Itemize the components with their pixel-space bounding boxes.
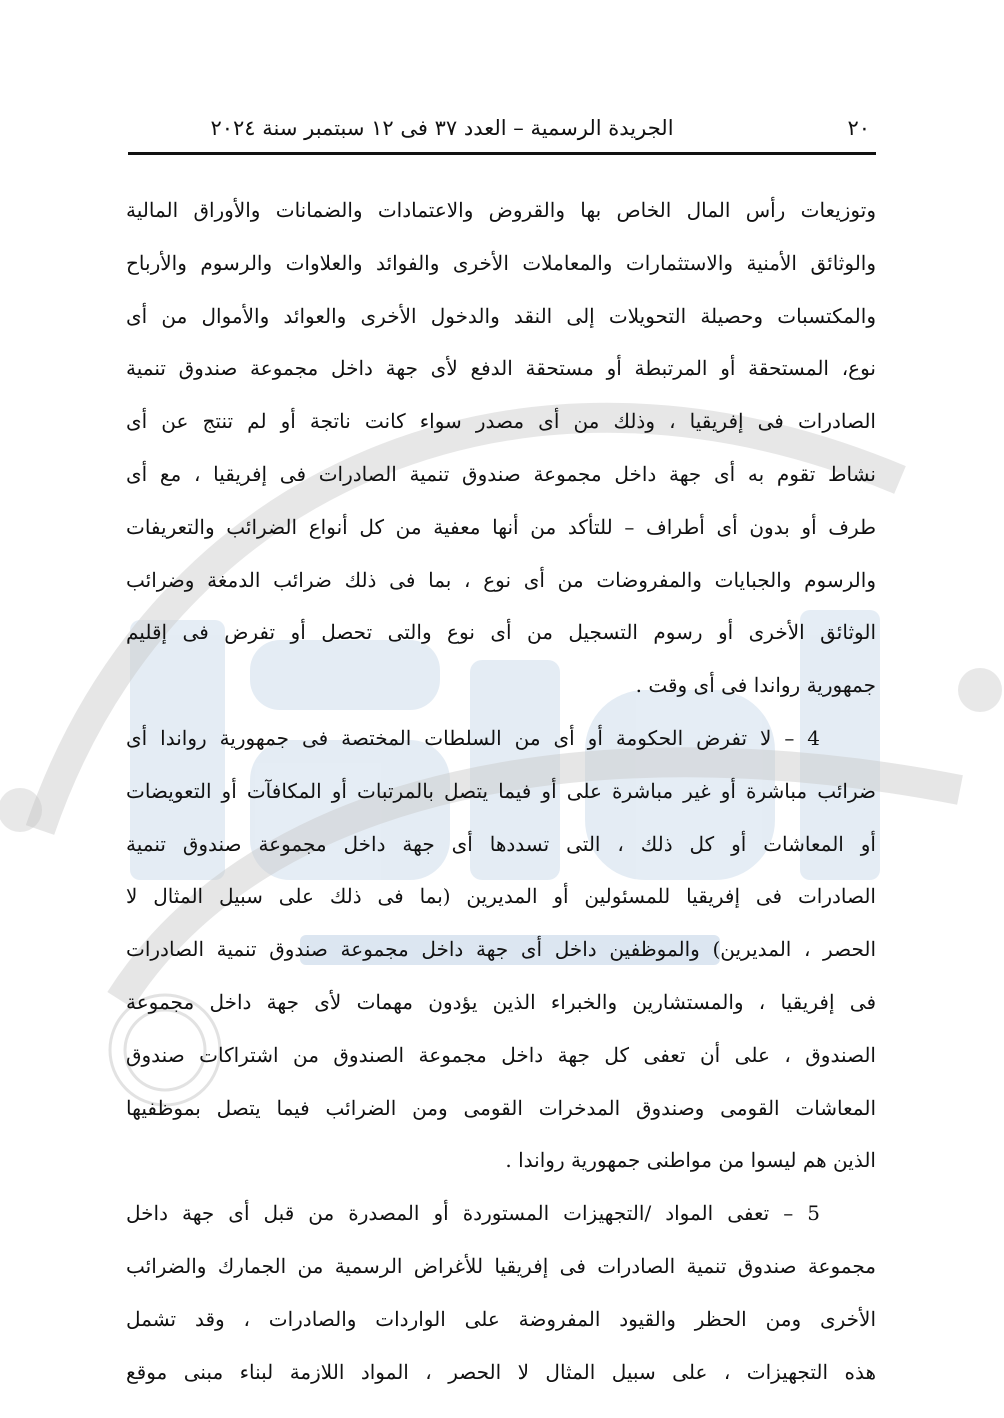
text-line: مجموعة صندوق تنمية الصادرات فى إفريقيا للأغراض الرسمية من الجمارك والضرائب bbox=[126, 1253, 876, 1278]
text-line: الصادرات فى إفريقيا ، وذلك من أى مصدر سواء كانت ناتجة أو لم تنتج عن أى bbox=[126, 409, 876, 434]
text-line: نشاط تقوم به أى جهة داخل مجموعة صندوق تنمية الصادرات فى إفريقيا ، مع أى bbox=[126, 461, 876, 486]
text-line: الذين هم ليسوا من مواطنى جمهورية رواندا . bbox=[505, 1148, 876, 1173]
paragraph-4-start: 4 – لا تفرض الحكومة أو أى من السلطات المختصة فى جمهورية رواندا أى bbox=[126, 725, 820, 750]
text-line: الأخرى ومن الحظر والقيود المفروضة على الواردات والصادرات ، وقد تشمل bbox=[126, 1306, 876, 1331]
page-number: ٢٠ bbox=[847, 116, 870, 140]
text-line: هذه التجهيزات ، على سبيل المثال لا الحصر ، المواد اللازمة لبناء مبنى موقع bbox=[126, 1359, 876, 1384]
text-line: الصندوق ، على أن تعفى كل جهة داخل مجموعة الصندوق من اشتراكات صندوق bbox=[126, 1042, 876, 1067]
paragraph-5-start: 5 – تعفى المواد /التجهيزات المستوردة أو المصدرة من قبل أى جهة داخل bbox=[126, 1201, 820, 1226]
text-line: الصادرات فى إفريقيا للمسئولين أو المديرين (بما فى ذلك على سبيل المثال لا bbox=[126, 884, 876, 909]
page-header bbox=[128, 112, 876, 155]
text-line: ضرائب مباشرة أو غير مباشرة على أو فيما يتصل بالمرتبات أو المكافآت أو التعويضات bbox=[126, 778, 876, 803]
text-line: والمكتسبات وحصيلة التحويلات إلى النقد والدخول الأخرى والعوائد والأموال من أى bbox=[126, 303, 876, 328]
text-line: أو المعاشات أو كل ذلك ، التى تسددها أى جهة داخل مجموعة صندوق تنمية bbox=[126, 831, 876, 856]
header-title: الجريدة الرسمية – العدد ٣٧ فى ١٢ سبتمبر سنة ٢٠٢٤ bbox=[210, 116, 674, 140]
text-line: طرف أو بدون أى أطراف – للتأكد من أنها معفية من كل أنواع الضرائب والتعريفات bbox=[126, 514, 876, 539]
text-line: الوثائق الأخرى أو رسوم التسجيل من أى نوع والتى تحصل أو تفرض فى إقليم bbox=[126, 620, 876, 645]
text-line: وتوزيعات رأس المال الخاص بها والقروض والاعتمادات والضمانات والأوراق المالية bbox=[126, 198, 876, 222]
text-line: جمهورية رواندا فى أى وقت . bbox=[635, 673, 876, 698]
body-text bbox=[126, 184, 876, 1398]
text-line: والرسوم والجبايات والمفروضات من أى نوع ، بما فى ذلك ضرائب الدمغة وضرائب bbox=[126, 567, 876, 592]
text-line: فى إفريقيا ، والمستشارين والخبراء الذين يؤدون مهمات لأى جهة داخل مجموعة bbox=[126, 989, 876, 1014]
text-line: الحصر ، المديرين) والموظفين داخل أى جهة داخل مجموعة صندوق تنمية الصادرات bbox=[126, 937, 876, 962]
text-line: نوع، المستحقة أو المرتبطة أو مستحقة الدفع لأى جهة داخل مجموعة صندوق تنمية bbox=[126, 356, 876, 381]
text-line: المعاشات القومى وصندوق المدخرات القومى ومن الضرائب فيما يتصل بموظفيها bbox=[126, 1095, 876, 1120]
text-line: والوثائق الأمنية والاستثمارات والمعاملات الأخرى والفوائد والعلاوات والرسوم والأرباح bbox=[126, 250, 876, 275]
